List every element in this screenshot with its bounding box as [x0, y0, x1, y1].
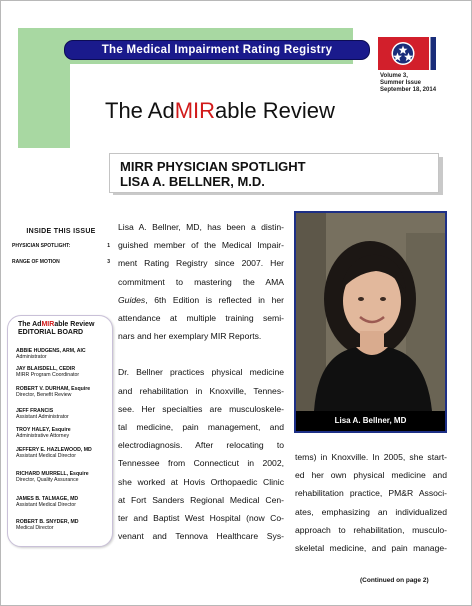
spotlight-heading-box: [109, 153, 439, 193]
physician-photo: [294, 211, 447, 433]
masthead-highlight: MIR: [174, 98, 216, 123]
issue-date: September 18, 2014: [380, 87, 437, 93]
masthead-title: [105, 98, 335, 124]
board-member: TROY HALEY, Esquire Administrative Attorney: [16, 427, 71, 439]
toc-item-label: RANGE OF MOTION: [12, 259, 60, 265]
volume-label: Volume 3,: [380, 73, 408, 79]
inside-this-issue-heading: INSIDE THIS ISSUE: [26, 228, 96, 235]
board-member: ROBERT B. SNYDER, MD Medical Director: [16, 519, 79, 531]
portrait-image: [296, 213, 445, 411]
toc-item-page: 1: [107, 243, 110, 249]
masthead-suffix: able Review: [215, 98, 335, 123]
board-member: RICHARD MURRELL, Esquire Director, Quality Assurance: [16, 471, 89, 483]
spotlight-subtitle: LISA A. BELLNER, M.D.: [120, 174, 265, 189]
spotlight-title: MIRR PHYSICIAN SPOTLIGHT: [120, 159, 306, 174]
board-member: ROBERT V. DURHAM, Esquire Director, Benefit Review: [16, 386, 91, 398]
toc-item[interactable]: [12, 243, 110, 249]
issue-info: [380, 73, 460, 94]
editorial-board-title: The AdMIRable Review EDITORIAL BOARD: [18, 321, 95, 336]
tennessee-flag-icon: [378, 37, 436, 70]
board-member: JEFF FRANCIS Assistant Administrator: [16, 408, 69, 420]
guides-line: Guides, 6th Edition is reflected in her: [118, 294, 284, 305]
board-member: JAMES B. TALMAGE, MD Assistant Medical Director: [16, 496, 79, 508]
toc-item[interactable]: [12, 259, 110, 265]
editorial-board-box: [7, 315, 113, 547]
board-member: JEFFERY E. HAZLEWOOD, MD Assistant Medical Director: [16, 447, 92, 459]
toc-item-label: PHYSICIAN SPOTLIGHT:: [12, 243, 71, 249]
photo-caption: Lisa A. Bellner, MD: [296, 411, 445, 431]
article-column-1: [118, 218, 284, 545]
article-column-2: tems) in Knoxville. In 2005, she start- ed her own physical medicine and rehabilitation practice, PM&R Associ- ates, emphasizing an individualized approach to rehabilitation, musculo- skeletal medicine, and pain manage-: [295, 452, 447, 554]
board-member: ABBIE HUDGENS, ARM, AIC Administrator: [16, 348, 86, 360]
masthead-prefix: The Ad: [105, 98, 175, 123]
toc-item-page: 3: [107, 259, 110, 265]
issue-label: Summer Issue: [380, 80, 422, 86]
board-member: JAY BLAISDELL, CEDIR MIRR Program Coordinator: [16, 366, 80, 378]
article-paragraph-1: Lisa A. Bellner, MD, has been a distin- guished member of the Medical Impair- ment Rating Registry since 2007. Her commitment to mastering the AMA Guides, 6th Edition is reflected in her attendance at multiple training semi- nars and her exemplary MIR Reports.: [118, 222, 284, 342]
registry-banner: The Medical Impairment Rating Registry: [64, 40, 370, 60]
continued-link[interactable]: (Continued on page 2): [360, 577, 429, 584]
article-paragraph-2: Dr. Bellner practices physical medicine and rehabilitation in Knoxville, Tennes- see. Her specialties are musculoskele- tal medicine, pain management, and electrodiagnosis. After relocating to Tennessee from Connecticut in 2002, she worked at Hovis Orthopaedic Clinic at Fort Sanders Regional Medical Cen- ter and Baptist West Hospital (now Co- venant and Tennova Healthcare Sys-: [118, 367, 284, 542]
